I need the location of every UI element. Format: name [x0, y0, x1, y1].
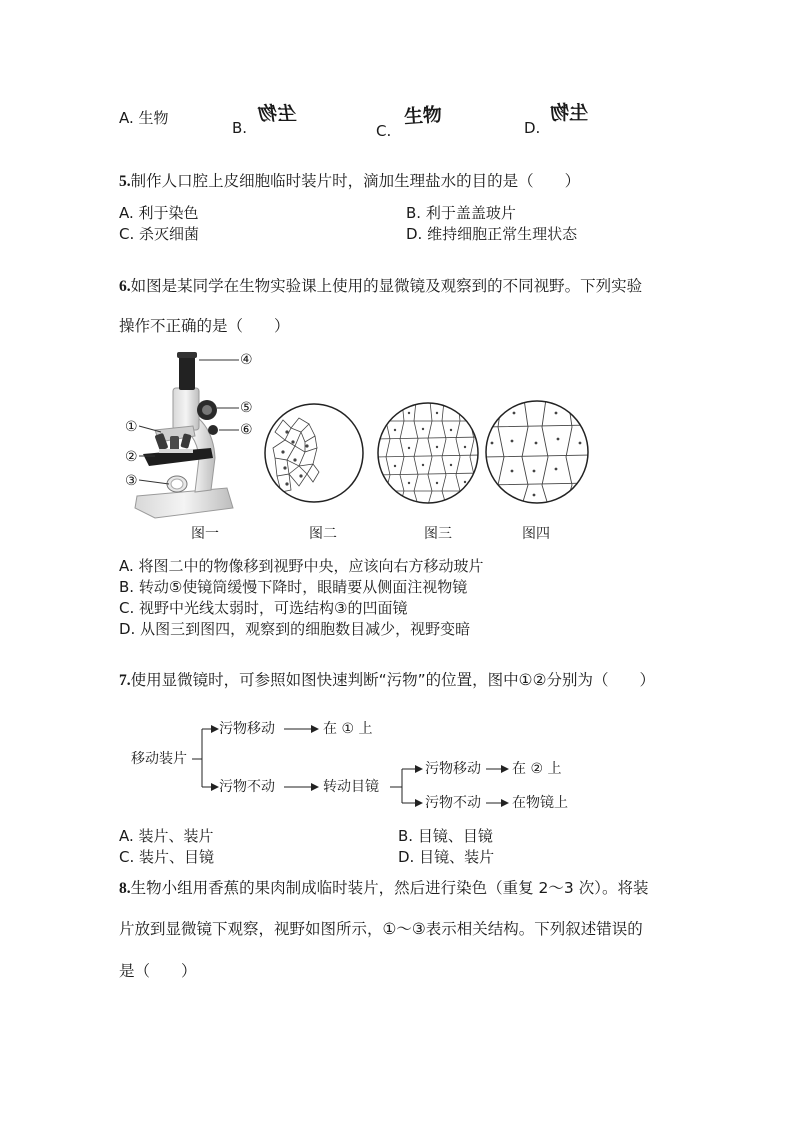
- flow-start: 移动装片: [131, 751, 187, 767]
- q5-option-c: C. 杀灭细菌: [119, 225, 200, 243]
- flow-result-1: 在 ① 上: [323, 721, 373, 737]
- flow-moves-2: 污物移动: [425, 761, 481, 777]
- q4-option-b-label: B.: [232, 119, 248, 137]
- q4-option-d-label: D.: [524, 119, 541, 137]
- field-of-view-2: [263, 402, 365, 504]
- q6-stem-text-1: 如图是某同学在生物实验课上使用的显微镜及观察到的不同视野。下列实验: [130, 277, 643, 295]
- caption-fig4: 图四: [522, 526, 550, 542]
- flow-still-2: 污物不动: [425, 795, 481, 811]
- field-of-view-3: [376, 401, 480, 505]
- flow-moves-1: 污物移动: [219, 721, 275, 737]
- caption-fig2: 图二: [309, 526, 337, 542]
- q6-stem-line2: 操作不正确的是（ ）: [119, 317, 290, 335]
- eyepiece: [179, 354, 195, 390]
- q7-option-a: A. 装片、装片: [119, 827, 214, 845]
- q4-option-c-label: C.: [376, 122, 392, 140]
- q5-option-d: D. 维持细胞正常生理状态: [406, 225, 578, 243]
- q6-option-c: C. 视野中光线太弱时，可选结构③的凹面镜: [119, 599, 408, 617]
- q6-option-a: A. 将图二中的物像移到视野中央，应该向右方移动玻片: [119, 557, 484, 575]
- label-1: ①: [125, 419, 138, 435]
- label-2: ②: [125, 449, 138, 465]
- flow-result-2: 在 ② 上: [512, 761, 562, 777]
- label-5: ⑤: [240, 400, 253, 416]
- q7-option-b: B. 目镜、目镜: [398, 827, 493, 845]
- label-6: ⑥: [240, 422, 253, 438]
- q7-stem: [119, 669, 655, 692]
- q4-option-c-image: 生物: [403, 103, 443, 129]
- caption-fig3: 图三: [424, 526, 452, 542]
- flow-result-3: 在物镜上: [512, 795, 568, 811]
- q7-option-d: D. 目镜、装片: [398, 848, 495, 866]
- q4-option-b-image: 生物: [256, 103, 298, 125]
- q4-option-a: A. 生物: [119, 109, 169, 127]
- q6-stem-line1: [119, 275, 642, 298]
- q7-option-c: C. 装片、目镜: [119, 848, 215, 866]
- label-3: ③: [125, 473, 138, 489]
- q5-stem-text: 制作人口腔上皮细胞临时装片时，滴加生理盐水的目的是（ ）: [130, 172, 581, 190]
- q7-stem-text: 使用显微镜时，可参照如图快速判断“污物”的位置，图中①②分别为（ ）: [130, 671, 655, 689]
- q8-stem-text-1: 生物小组用香蕉的果肉制成临时装片，然后进行染色（重复 2～3 次）。将装: [130, 879, 649, 897]
- microscope-base: [135, 488, 233, 518]
- q7-number: 7.: [119, 672, 131, 689]
- q8-stem-line3: 是（ ）: [119, 962, 197, 980]
- fine-knob: [208, 425, 218, 435]
- q8-number: 8.: [119, 880, 131, 897]
- q5-number: 5.: [119, 173, 131, 190]
- q6-option-b: B. 转动⑤使镜筒缓慢下降时，眼睛要从侧面注视物镜: [119, 578, 468, 596]
- microscope-tube: [173, 388, 199, 430]
- q4-option-d-image: 生物: [550, 102, 589, 124]
- q8-stem-line2: 片放到显微镜下观察，视野如图所示，①～③表示相关结构。下列叙述错误的: [119, 920, 643, 938]
- flow-action-2: 转动目镜: [323, 779, 379, 795]
- q5-option-a: A. 利于染色: [119, 204, 199, 222]
- flow-still-1: 污物不动: [219, 779, 275, 795]
- q8-stem-line1: [119, 877, 648, 900]
- label-4: ④: [240, 352, 253, 368]
- field-of-view-4: [484, 399, 590, 505]
- q5-stem: [119, 170, 580, 193]
- q6-option-d: D. 从图三到图四，观察到的细胞数目减少，视野变暗: [119, 620, 471, 638]
- q6-number: 6.: [119, 278, 131, 295]
- caption-fig1: 图一: [191, 526, 219, 542]
- q5-option-b: B. 利于盖盖玻片: [406, 204, 516, 222]
